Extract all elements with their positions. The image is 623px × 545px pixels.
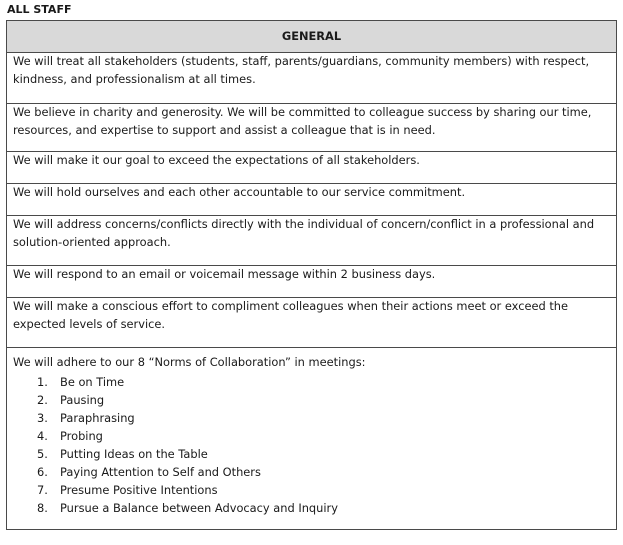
list-item [37, 481, 610, 499]
table-row [7, 298, 617, 348]
commitment-text: We will respond to an email or voicemail message within 2 business days. [7, 266, 617, 298]
list-number: 7. [37, 482, 48, 497]
norms-cell [7, 348, 617, 530]
table-row [7, 216, 617, 266]
list-item [37, 445, 610, 463]
table-row [7, 184, 617, 216]
list-label: Presume Positive Intentions [60, 482, 218, 497]
norms-intro: We will adhere to our 8 “Norms of Collaboration” in meetings: [13, 355, 366, 369]
list-label: Pursue a Balance between Advocacy and Inquiry [60, 500, 338, 515]
list-number: 6. [37, 464, 48, 479]
norms-list [13, 373, 610, 517]
list-label: Paying Attention to Self and Others [60, 464, 261, 479]
commitment-text: We will address concerns/conflicts directly with the individual of concern/conflict in a professional and solution-oriented approach. [7, 216, 617, 266]
commitment-text: We will make it our goal to exceed the expectations of all stakeholders. [7, 152, 617, 184]
list-number: 8. [37, 500, 48, 515]
page-title: ALL STAFF [7, 3, 72, 16]
table-row [7, 152, 617, 184]
list-number: 1. [37, 374, 48, 389]
table-row [7, 348, 617, 530]
norms-table [6, 20, 617, 530]
table-row [7, 266, 617, 298]
table-header-general: GENERAL [7, 21, 617, 53]
list-item [37, 391, 610, 409]
list-label: Pausing [60, 392, 105, 407]
list-item [37, 427, 610, 445]
list-item [37, 463, 610, 481]
commitment-text: We will treat all stakeholders (students, staff, parents/guardians, community members) with respect, kindness, and professionalism at all times. [7, 53, 617, 104]
commitment-text: We believe in charity and generosity. We will be committed to colleague success by sharing our time, resources, and expertise to support and assist a colleague that is in need. [7, 104, 617, 152]
list-number: 3. [37, 410, 48, 425]
list-number: 5. [37, 446, 48, 461]
list-label: Probing [60, 428, 103, 443]
list-number: 2. [37, 392, 48, 407]
list-label: Putting Ideas on the Table [60, 446, 208, 461]
list-label: Paraphrasing [60, 410, 135, 425]
list-number: 4. [37, 428, 48, 443]
list-item [37, 499, 610, 517]
list-label: Be on Time [60, 374, 125, 389]
table-row [7, 104, 617, 152]
commitment-text: We will hold ourselves and each other accountable to our service commitment. [7, 184, 617, 216]
list-item [37, 409, 610, 427]
list-item [37, 373, 610, 391]
table-header-row [7, 21, 617, 53]
commitment-text: We will make a conscious effort to compliment colleagues when their actions meet or exceed the expected levels of service. [7, 298, 617, 348]
table-row [7, 53, 617, 104]
